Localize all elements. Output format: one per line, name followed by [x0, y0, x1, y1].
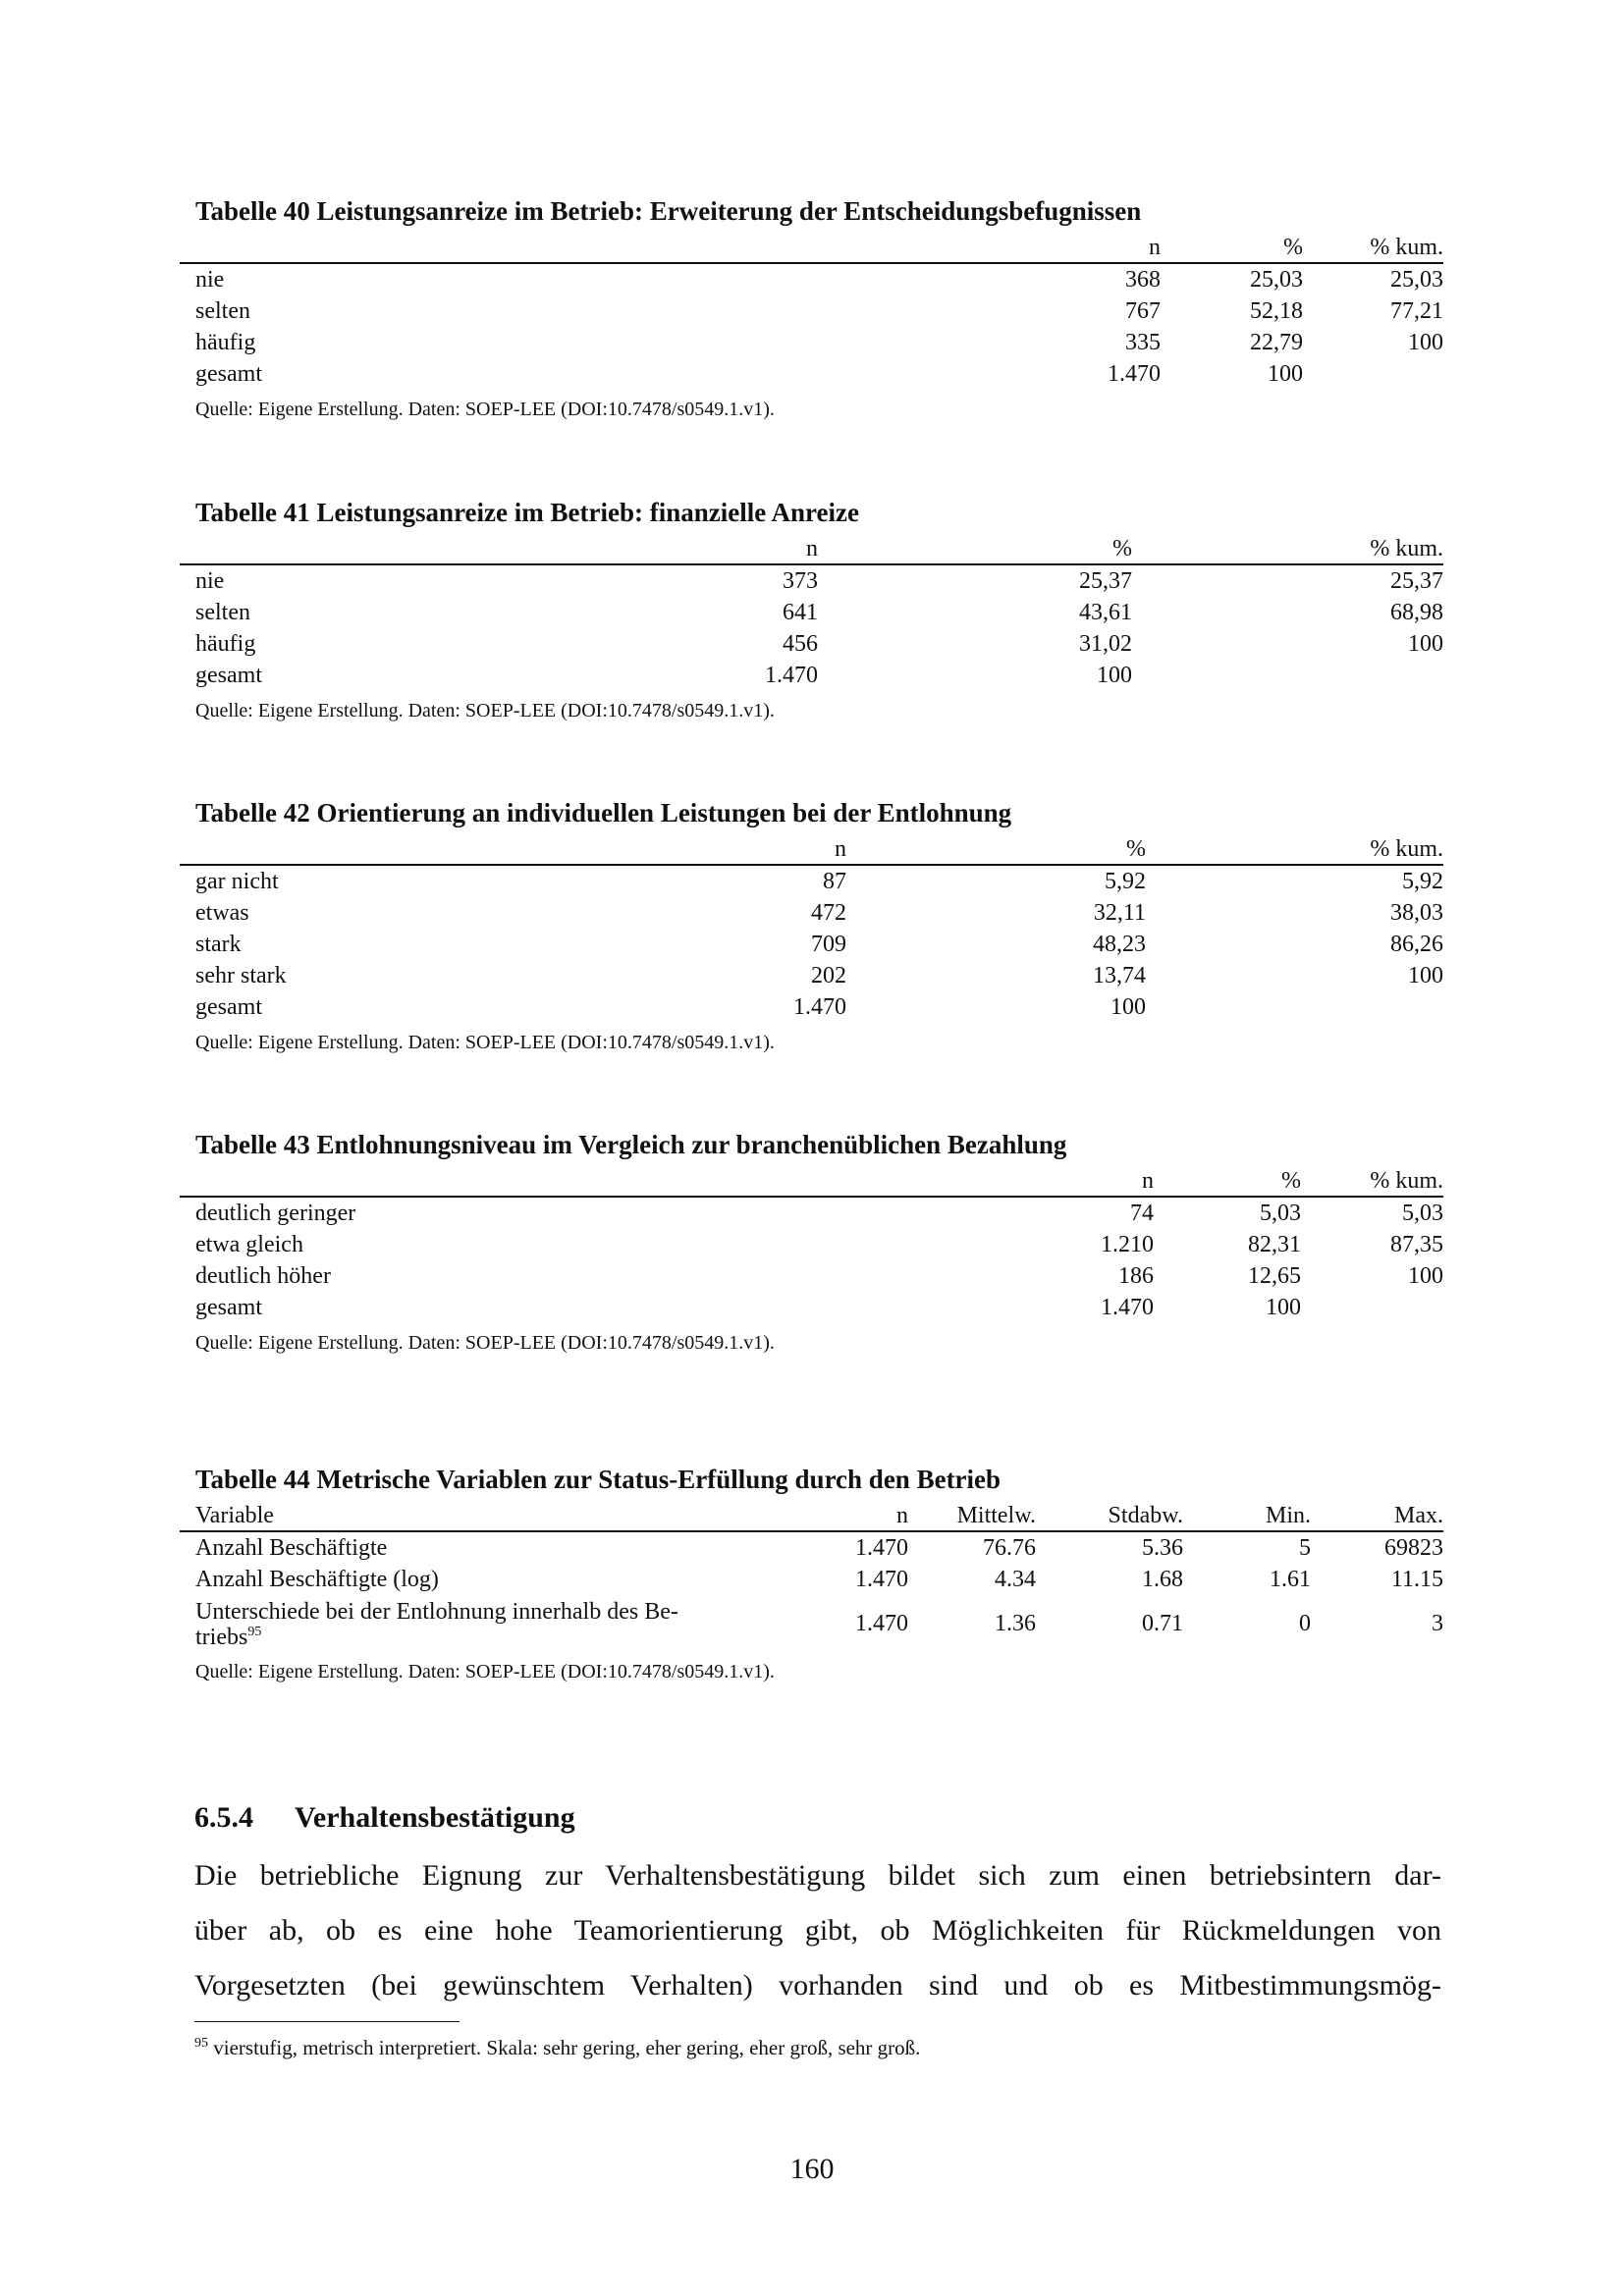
table-header-row [180, 233, 1443, 263]
column-header: % kum. [1303, 233, 1443, 263]
cell-percent: 43,61 [1079, 600, 1132, 625]
table-43 [180, 1129, 1443, 1357]
table-source-note: Quelle: Eigene Erstellung. Daten: SOEP-LEE (DOI:10.7478/s0549.1.v1). [195, 1661, 775, 1682]
table-row [180, 1564, 1443, 1595]
row-label-line2: triebs [195, 1625, 248, 1650]
body-line: Vorgesetzten (bei gewünschtem Verhalten) vorhanden sind und ob es Mitbestimmungsmög- [194, 1969, 1441, 2002]
row-label: nie [195, 568, 225, 594]
table-row [180, 1531, 1443, 1564]
cell-percent: 48,23 [1093, 932, 1146, 957]
table-row-total [180, 991, 1443, 1023]
row-label: selten [195, 600, 250, 625]
table-42 [180, 797, 1443, 1056]
row-label: häufig [195, 631, 256, 657]
cell-min: 1.61 [1270, 1567, 1311, 1592]
row-label: etwa gleich [195, 1232, 303, 1257]
metric-variables-table [180, 1501, 1443, 1652]
table-row [180, 327, 1443, 358]
cell-sd: 1.68 [1142, 1567, 1183, 1592]
cell-percent: 100 [1268, 361, 1303, 387]
table-row [180, 628, 1443, 660]
column-header: Stdabw. [1036, 1501, 1183, 1531]
column-header: n [671, 534, 818, 564]
column-header [180, 1166, 1046, 1197]
table-header-row [180, 1501, 1443, 1531]
table-source-note: Quelle: Eigene Erstellung. Daten: SOEP-LEE (DOI:10.7478/s0549.1.v1). [195, 1032, 775, 1053]
cell-percent: 31,02 [1079, 631, 1132, 657]
cell-percent-cum: 87,35 [1390, 1232, 1443, 1257]
table-row [180, 865, 1443, 897]
table-row [180, 1260, 1443, 1292]
table-row [180, 597, 1443, 628]
cell-percent-cum: 25,03 [1390, 267, 1443, 293]
table-row [180, 1229, 1443, 1260]
cell-max: 3 [1432, 1611, 1443, 1636]
cell-sd: 0.71 [1142, 1611, 1183, 1636]
row-label: deutlich geringer [195, 1201, 356, 1226]
section-title: Verhaltensbestätigung [295, 1801, 575, 1834]
row-label: stark [195, 932, 242, 957]
footnote-text: vierstufig, metrisch interpretiert. Skala: sehr gering, eher gering, eher groß, sehr groß. [208, 2036, 921, 2059]
table-row [180, 1595, 1443, 1652]
cell-percent-cum: 5,92 [1402, 869, 1443, 894]
table-row-total [180, 358, 1443, 390]
section-number: 6.5.4 [194, 1801, 253, 1834]
frequency-table [180, 534, 1443, 691]
page-number: 160 [789, 2153, 835, 2185]
row-label: etwas [195, 900, 249, 926]
table-row [180, 1197, 1443, 1229]
row-label: deutlich höher [195, 1263, 331, 1289]
cell-n: 1.470 [1108, 361, 1161, 387]
cell-mean: 4.34 [995, 1567, 1036, 1592]
cell-percent: 100 [1266, 1295, 1301, 1320]
frequency-table [180, 233, 1443, 390]
column-header: Max. [1311, 1501, 1443, 1531]
cell-percent-cum: 77,21 [1390, 298, 1443, 324]
cell-n: 1.470 [855, 1567, 908, 1592]
table-row-total [180, 1292, 1443, 1323]
cell-sd: 5.36 [1142, 1535, 1183, 1561]
cell-percent: 13,74 [1093, 963, 1146, 988]
cell-n: 202 [811, 963, 846, 988]
column-header: % [1161, 233, 1303, 263]
table-caption: Tabelle 40 Leistungsanreize im Betrieb: Erweiterung der Entscheidungsbefugnissen [195, 196, 1142, 226]
cell-n: 767 [1125, 298, 1161, 324]
column-header: n [719, 834, 846, 865]
column-header [180, 834, 719, 865]
cell-mean: 76.76 [983, 1535, 1036, 1561]
cell-n: 1.210 [1101, 1232, 1154, 1257]
column-header: % [1154, 1166, 1301, 1197]
cell-percent: 100 [1110, 994, 1146, 1020]
row-label-line1: Unterschiede bei der Entlohnung innerhalb des Be- [195, 1599, 678, 1625]
table-caption: Tabelle 44 Metrische Variablen zur Status-Erfüllung durch den Betrieb [195, 1465, 1001, 1494]
cell-percent-cum: 100 [1408, 330, 1443, 355]
cell-n: 1.470 [765, 663, 818, 688]
cell-n: 368 [1125, 267, 1161, 293]
cell-min: 0 [1299, 1611, 1311, 1636]
column-header: % [818, 534, 1132, 564]
cell-mean: 1.36 [995, 1611, 1036, 1636]
column-header [180, 233, 1062, 263]
section-heading [194, 1801, 575, 1835]
table-row-total [180, 660, 1443, 691]
table-caption: Tabelle 41 Leistungsanreize im Betrieb: finanzielle Anreize [195, 498, 859, 527]
row-label [180, 1595, 810, 1652]
column-header: Variable [180, 1501, 810, 1531]
row-label: sehr stark [195, 963, 287, 988]
column-header: % kum. [1132, 534, 1443, 564]
row-label: gesamt [195, 663, 262, 688]
cell-n: 74 [1130, 1201, 1154, 1226]
row-label: selten [195, 298, 250, 324]
cell-percent-cum [1303, 358, 1443, 390]
cell-n: 186 [1118, 1263, 1154, 1289]
cell-percent: 82,31 [1248, 1232, 1301, 1257]
cell-percent: 52,18 [1250, 298, 1303, 324]
footnote-reference[interactable]: 95 [247, 1625, 262, 1639]
cell-percent-cum: 68,98 [1390, 600, 1443, 625]
cell-n: 641 [783, 600, 818, 625]
column-header: n [1046, 1166, 1154, 1197]
row-label: gesamt [195, 361, 262, 387]
column-header: % [846, 834, 1146, 865]
frequency-table [180, 834, 1443, 1023]
cell-percent: 22,79 [1250, 330, 1303, 355]
row-label: gesamt [195, 1295, 262, 1320]
cell-n: 1.470 [1101, 1295, 1154, 1320]
cell-percent-cum [1132, 660, 1443, 691]
table-row [180, 897, 1443, 929]
column-header: n [810, 1501, 908, 1531]
column-header: % kum. [1301, 1166, 1443, 1197]
cell-percent: 5,92 [1105, 869, 1146, 894]
row-label: gesamt [195, 994, 262, 1020]
table-source-note: Quelle: Eigene Erstellung. Daten: SOEP-LEE (DOI:10.7478/s0549.1.v1). [195, 700, 775, 721]
column-header: % kum. [1146, 834, 1443, 865]
table-source-note: Quelle: Eigene Erstellung. Daten: SOEP-LEE (DOI:10.7478/s0549.1.v1). [195, 399, 775, 420]
table-row [180, 929, 1443, 960]
cell-percent-cum: 100 [1408, 963, 1443, 988]
cell-n: 1.470 [793, 994, 846, 1020]
cell-min: 5 [1299, 1535, 1311, 1561]
cell-percent-cum: 25,37 [1390, 568, 1443, 594]
cell-percent-cum: 38,03 [1390, 900, 1443, 926]
cell-percent: 12,65 [1248, 1263, 1301, 1289]
cell-percent: 25,03 [1250, 267, 1303, 293]
footnote-divider [194, 2021, 460, 2022]
column-header [180, 534, 671, 564]
cell-percent-cum: 5,03 [1402, 1201, 1443, 1226]
table-41 [180, 497, 1443, 724]
footnote [194, 2034, 920, 2061]
body-line: über ab, ob es eine hohe Teamorientierung gibt, ob Möglichkeiten für Rückmeldungen von [194, 1914, 1441, 1947]
cell-percent-cum: 100 [1408, 631, 1443, 657]
cell-n: 1.470 [855, 1611, 908, 1636]
cell-percent: 100 [1097, 663, 1132, 688]
cell-percent-cum [1301, 1292, 1443, 1323]
cell-percent-cum [1146, 991, 1443, 1023]
body-line: Die betriebliche Eignung zur Verhaltensbestätigung bildet sich zum einen betriebsintern dar- [194, 1859, 1441, 1892]
cell-n: 456 [783, 631, 818, 657]
column-header: Min. [1183, 1501, 1311, 1531]
cell-n: 709 [811, 932, 846, 957]
cell-percent-cum: 100 [1408, 1263, 1443, 1289]
table-source-note: Quelle: Eigene Erstellung. Daten: SOEP-LEE (DOI:10.7478/s0549.1.v1). [195, 1332, 775, 1354]
table-row [180, 564, 1443, 597]
cell-n: 335 [1125, 330, 1161, 355]
column-header: Mittelw. [908, 1501, 1036, 1531]
cell-n: 87 [823, 869, 846, 894]
table-row [180, 295, 1443, 327]
table-40 [180, 195, 1443, 423]
cell-percent: 25,37 [1079, 568, 1132, 594]
column-header: n [1062, 233, 1161, 263]
row-label: Anzahl Beschäftigte (log) [195, 1567, 439, 1592]
table-header-row [180, 1166, 1443, 1197]
table-row [180, 263, 1443, 295]
body-paragraph [194, 1848, 1441, 2013]
cell-max: 11.15 [1390, 1567, 1443, 1592]
table-caption: Tabelle 43 Entlohnungsniveau im Vergleich zur branchenüblichen Bezahlung [195, 1130, 1067, 1159]
cell-n: 1.470 [855, 1535, 908, 1561]
cell-percent-cum: 86,26 [1390, 932, 1443, 957]
row-label: Anzahl Beschäftigte [195, 1535, 388, 1561]
table-header-row [180, 534, 1443, 564]
table-header-row [180, 834, 1443, 865]
cell-max: 69823 [1384, 1535, 1443, 1561]
cell-percent: 32,11 [1093, 900, 1146, 926]
cell-percent: 5,03 [1260, 1201, 1301, 1226]
row-label: gar nicht [195, 869, 279, 894]
table-44 [180, 1464, 1443, 1685]
footnote-number: 95 [194, 2036, 208, 2051]
row-label: nie [195, 267, 225, 293]
table-row [180, 960, 1443, 991]
cell-n: 472 [811, 900, 846, 926]
cell-n: 373 [783, 568, 818, 594]
frequency-table [180, 1166, 1443, 1323]
row-label: häufig [195, 330, 256, 355]
table-caption: Tabelle 42 Orientierung an individuellen Leistungen bei der Entlohnung [195, 798, 1012, 828]
